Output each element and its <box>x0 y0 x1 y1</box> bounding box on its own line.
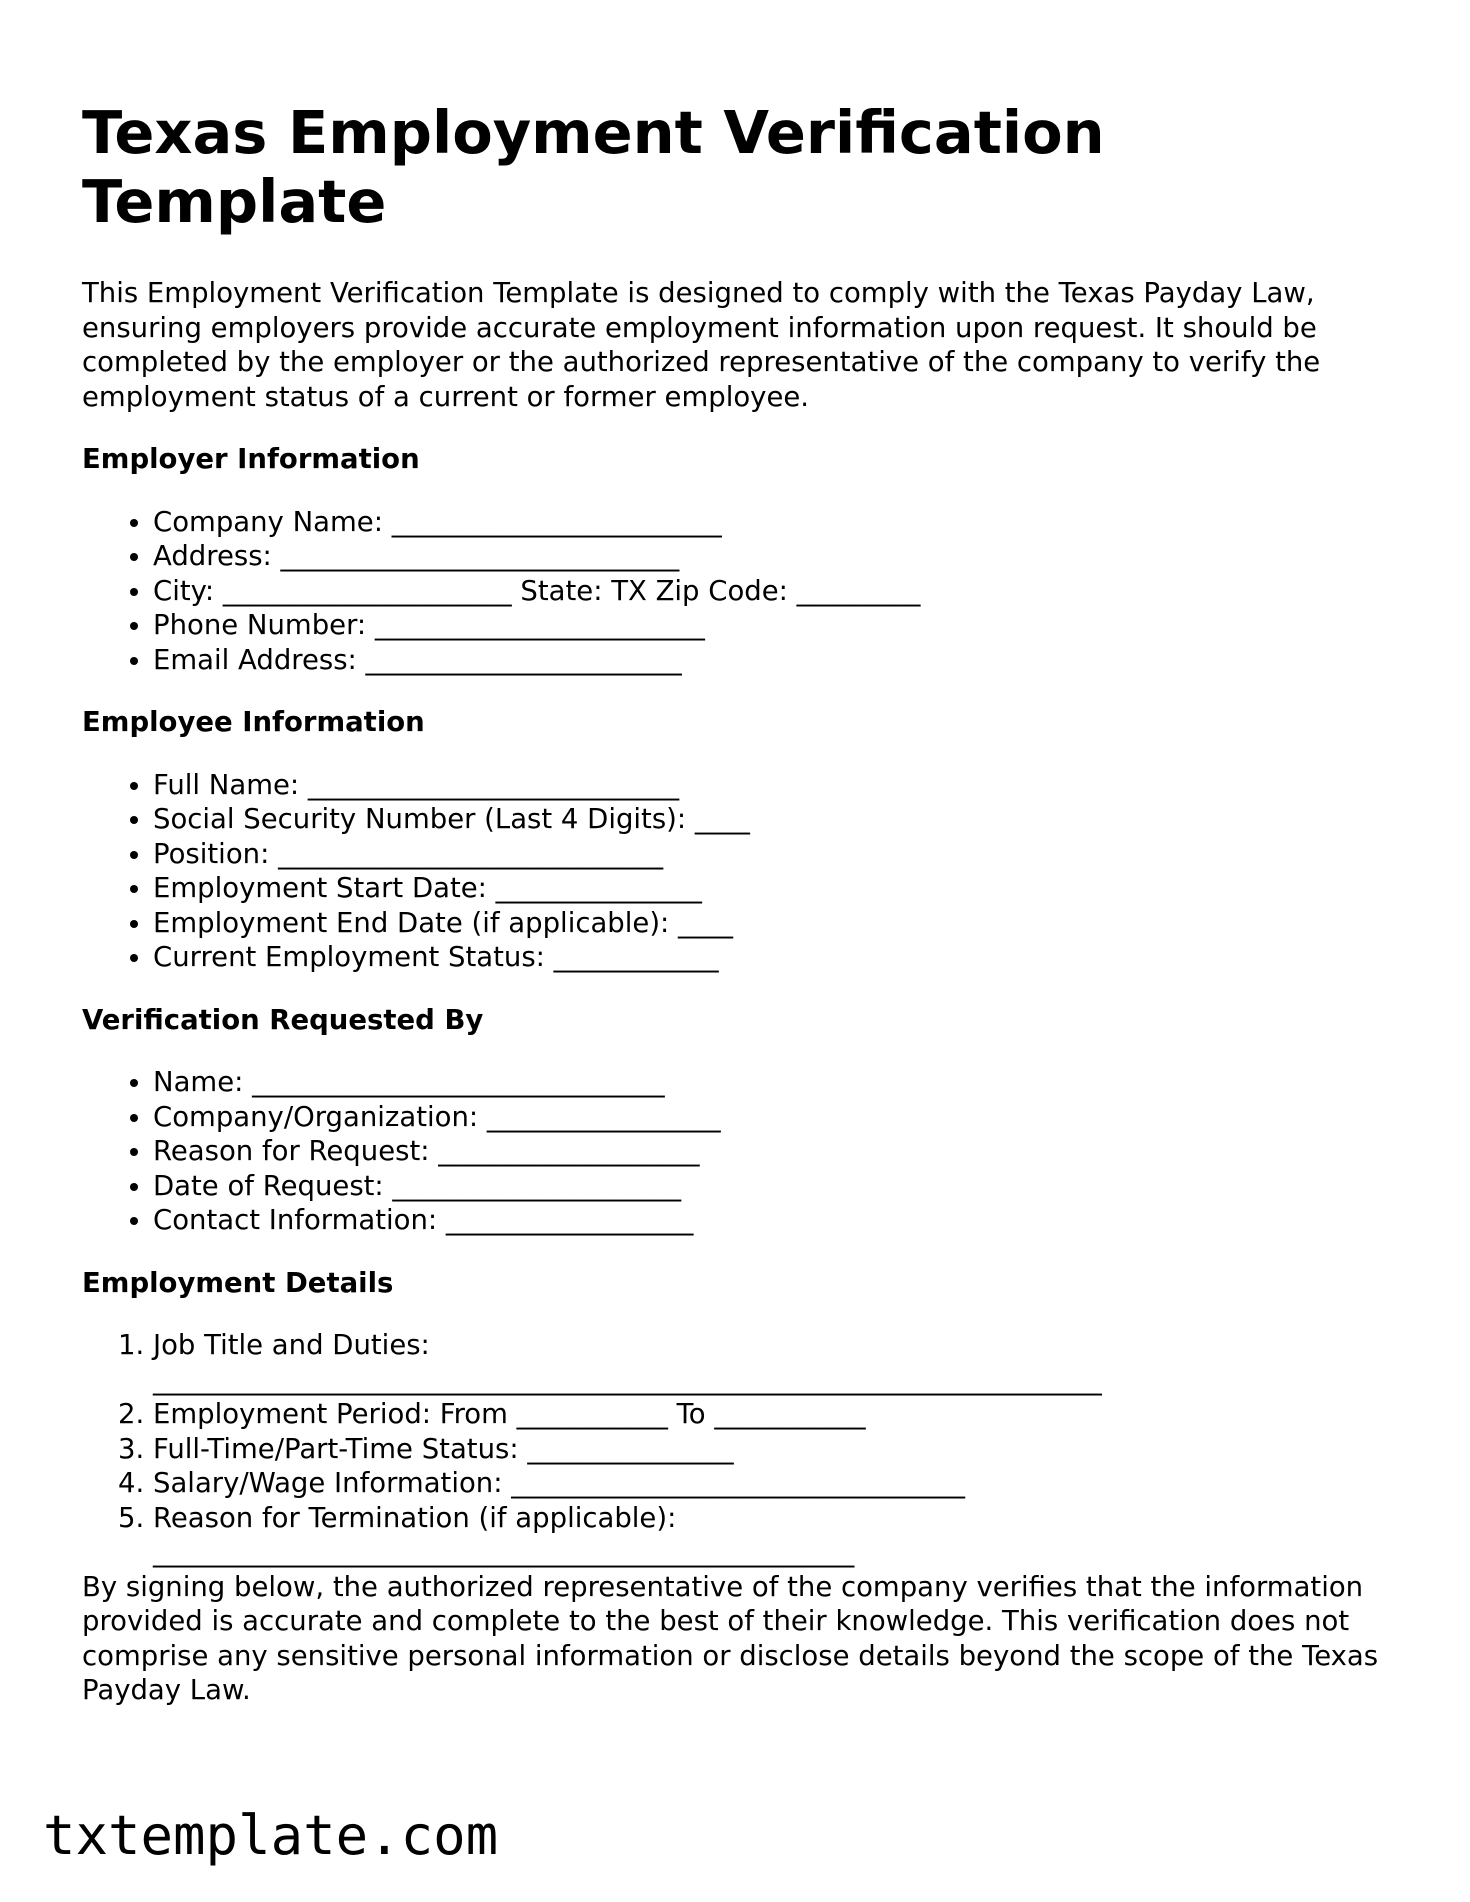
ssn-last4-field: • Social Security Number (Last 4 Digits): ____ <box>153 802 1392 837</box>
start-date-field: • Employment Start Date: _______________ <box>153 871 1392 906</box>
page-title: Texas Employment Verification Template <box>82 98 1105 236</box>
requested-by-field-list <box>82 1065 1392 1238</box>
requester-contact-field: • Contact Information: __________________ <box>153 1203 1392 1238</box>
termination-reason-line: ___________________________________________________ <box>153 1536 855 1568</box>
salary-wage-field: 4. Salary/Wage Information: _________________________________ <box>153 1466 1392 1501</box>
details-section-heading: Employment Details <box>82 1266 394 1299</box>
job-title-duties-line: _____________________________________________________________________ <box>153 1363 1102 1396</box>
intro-paragraph: This Employment Verification Template is designed to comply with the Texas Payday Law, ensuring employers provide accurate employment information upon request. It should be completed by the employer or the authorized representative of the company to verify the employment status of a current or former employee. <box>82 277 1321 413</box>
phone-number-field: • Phone Number: ________________________ <box>153 608 1392 643</box>
full-name-field: • Full Name: ___________________________ <box>153 768 1392 803</box>
requester-company-field: • Company/Organization: _________________ <box>153 1100 1392 1135</box>
request-reason-field: • Reason for Request: ___________________ <box>153 1134 1392 1169</box>
closing-paragraph: By signing below, the authorized representative of the company verifies that the information provided is accurate and complete to the best of their knowledge. This verification does not comprise any sensitive personal information or disclose details beyond the scope of the Texas Payday Law. <box>82 1570 1379 1706</box>
employment-period-field: 2. Employment Period: From ___________ To ___________ <box>153 1397 1392 1432</box>
employee-field-list <box>82 768 1392 975</box>
employer-field-list <box>82 505 1392 678</box>
position-field: • Position: ____________________________ <box>153 837 1392 872</box>
end-date-field: • Employment End Date (if applicable): ____ <box>153 906 1392 941</box>
employment-status-field: • Current Employment Status: ____________ <box>153 940 1392 975</box>
requested-by-section-heading: Verification Requested By <box>82 1003 484 1036</box>
requester-name-field: • Name: ______________________________ <box>153 1065 1392 1100</box>
fulltime-parttime-field: 3. Full-Time/Part-Time Status: _______________ <box>153 1432 1392 1467</box>
employer-section-heading: Employer Information <box>82 443 420 475</box>
job-title-duties-label: Job Title and Duties: <box>153 1329 430 1361</box>
company-name-field: • Company Name: ________________________ <box>153 505 1392 540</box>
city-state-zip-field: • City: _____________________ State: TX Zip Code: _________ <box>153 574 1392 609</box>
termination-reason-label: Reason for Termination (if applicable): <box>153 1501 677 1534</box>
employee-section-heading: Employee Information <box>82 706 425 738</box>
email-address-field: • Email Address: _______________________ <box>153 643 1392 678</box>
termination-reason-field <box>153 1501 1392 1570</box>
document-page <box>82 98 1392 1708</box>
site-watermark: txtemplate.com <box>43 1804 499 1867</box>
details-field-list <box>82 1328 1392 1570</box>
job-title-duties-field <box>153 1328 1392 1397</box>
address-field: • Address: _____________________________ <box>153 539 1392 574</box>
request-date-field: • Date of Request: _____________________ <box>153 1169 1392 1204</box>
